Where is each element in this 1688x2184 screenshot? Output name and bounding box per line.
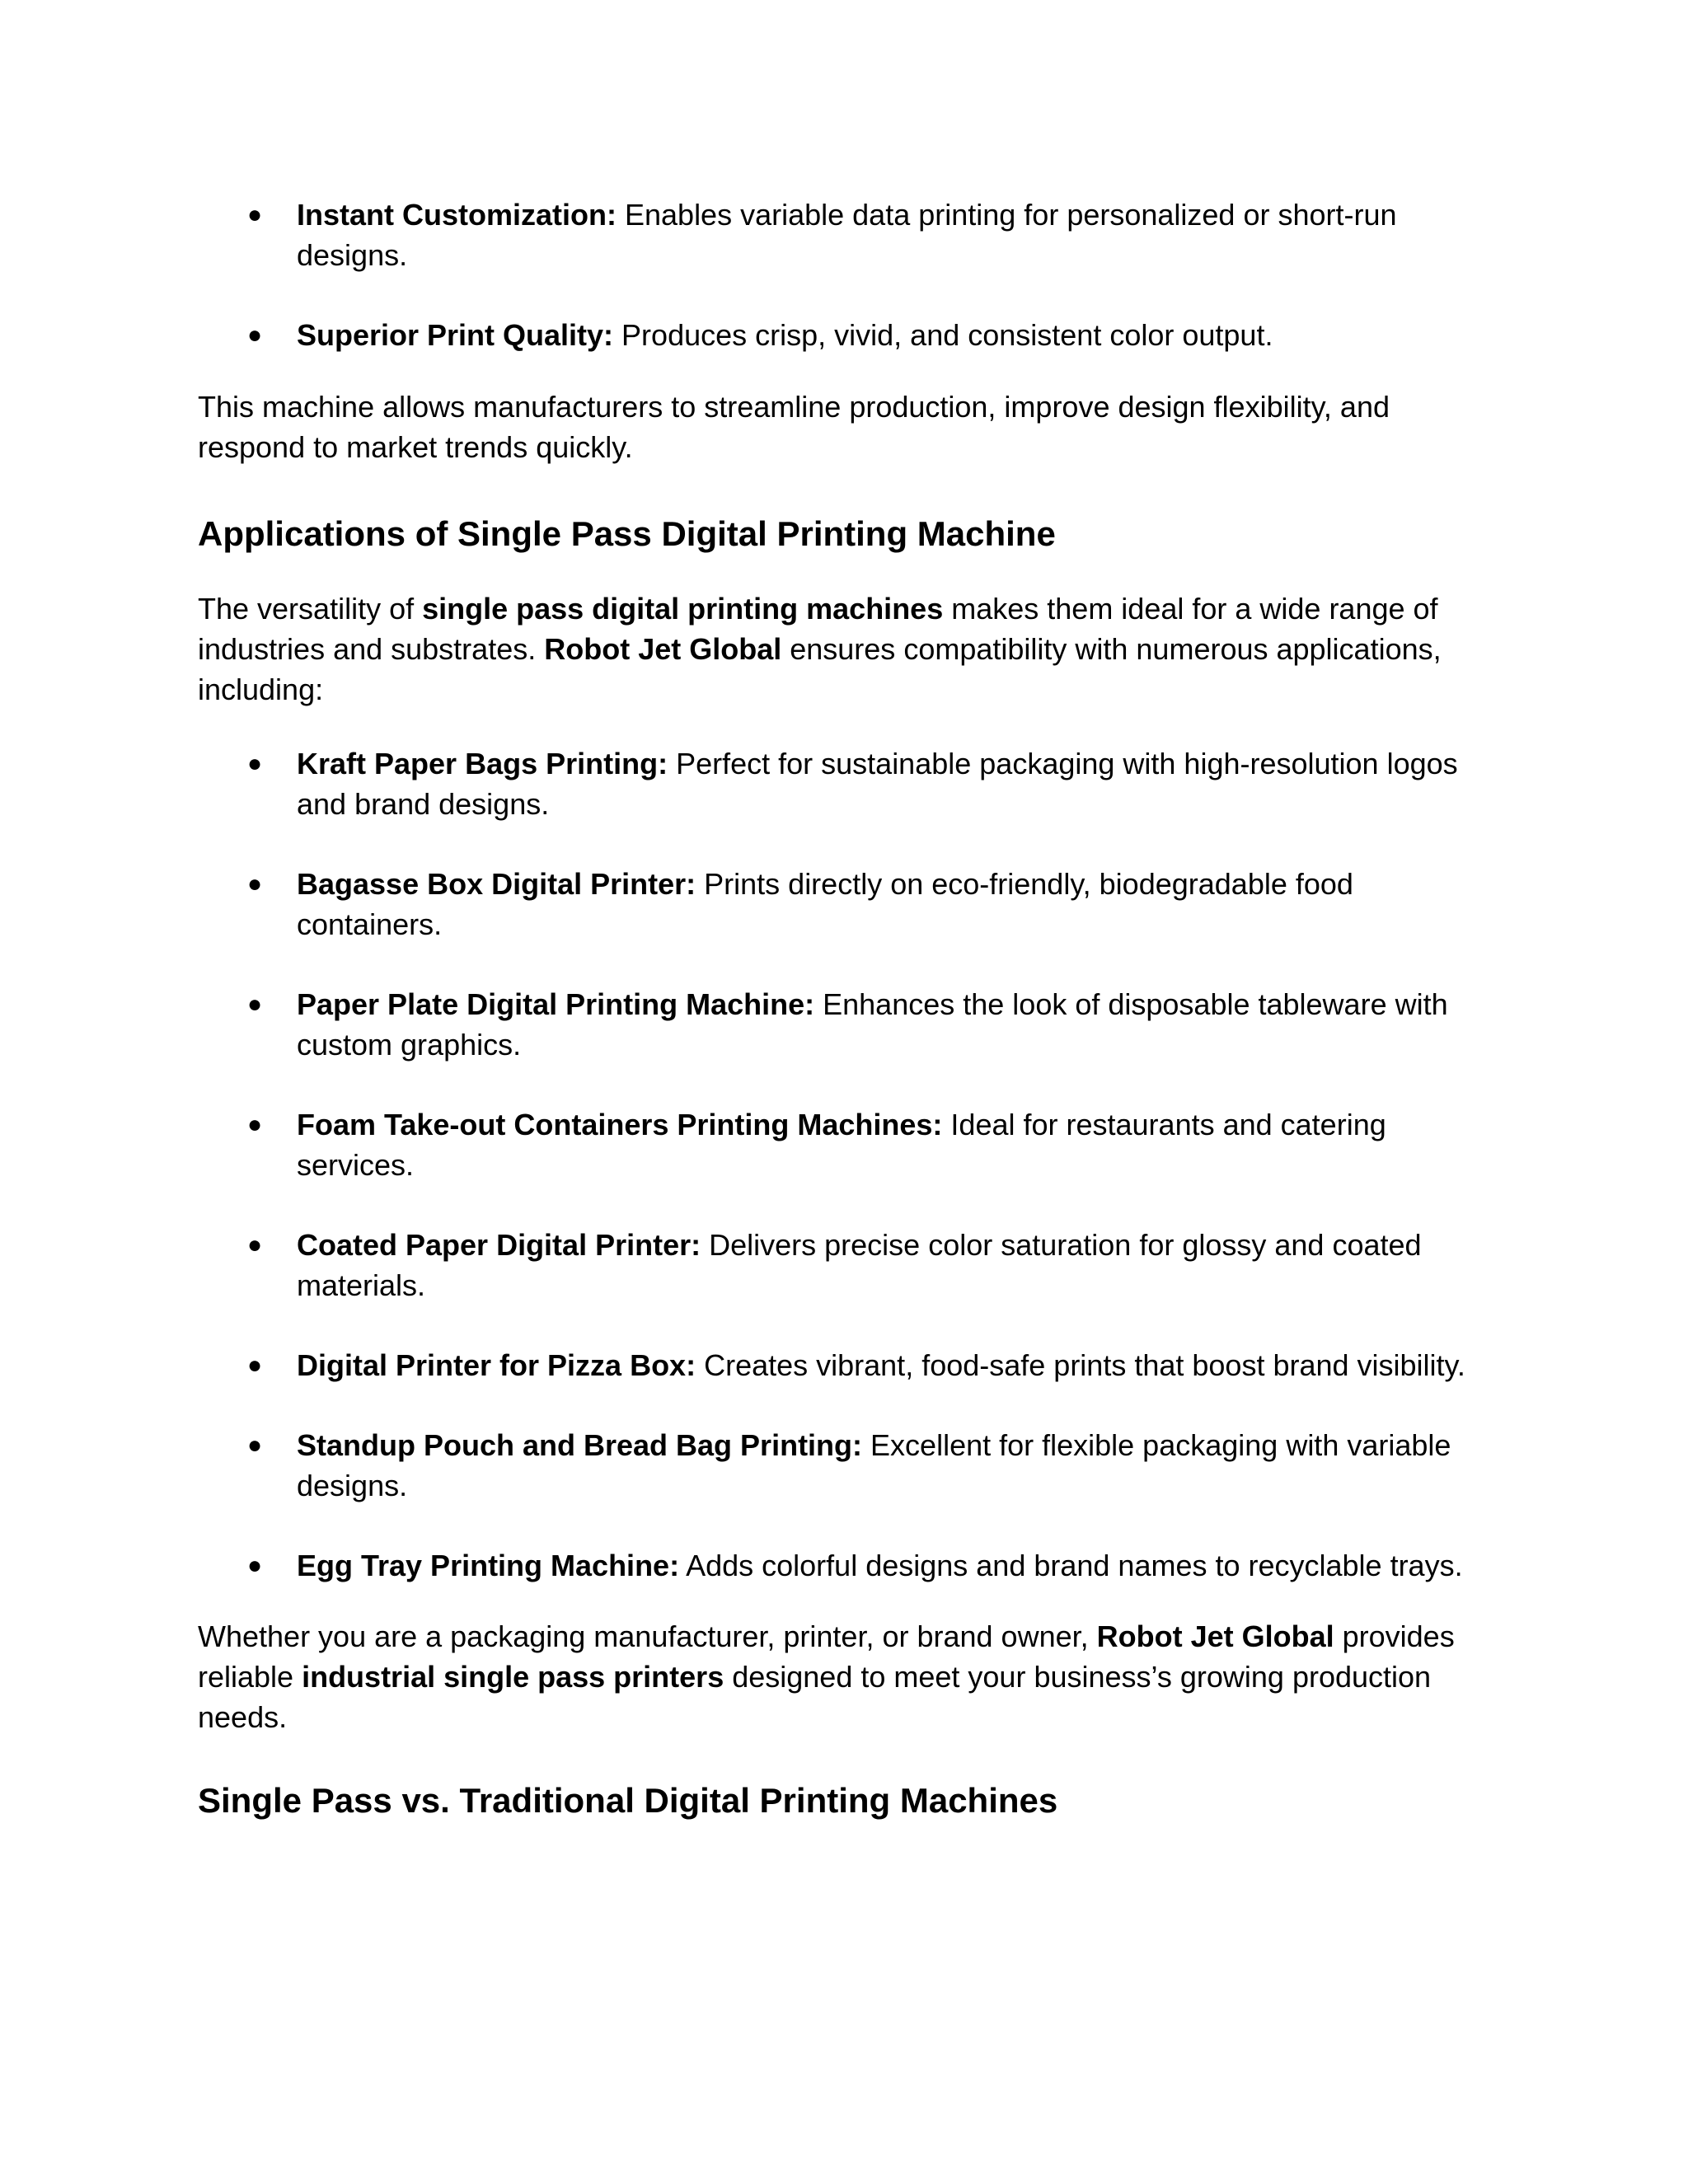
list-item [198,1545,1490,1586]
feature-bullet-list [198,194,1490,355]
section-heading-comparison: Single Pass vs. Traditional Digital Printing Machines [198,1781,1058,1820]
list-item [198,1345,1490,1385]
bullet-term: Kraft Paper Bags Printing: [297,747,668,780]
text-run: Whether you are a packaging manufacturer, printer, or brand owner, [198,1619,1097,1653]
list-item [198,864,1490,944]
text-run: provides reliable [198,1619,1455,1694]
intro-paragraph: This machine allows manufacturers to streamline production, improve design flexibility, and respond to market trends quickly. [198,390,1390,464]
bullet-term: Superior Print Quality: [297,318,614,352]
list-item [198,743,1490,824]
text-run: makes them ideal for a wide range of industries and substrates. [198,592,1438,666]
bullet-text: Perfect for sustainable packaging with high-resolution logos and brand designs. [297,747,1458,821]
bullet-term: Digital Printer for Pizza Box: [297,1348,696,1382]
bullet-text: Prints directly on eco-friendly, biodegradable food containers. [297,867,1353,941]
bullet-dot: ● [247,750,263,777]
bullet-term: Bagasse Box Digital Printer: [297,867,696,901]
applications-bullet-list [198,743,1490,1586]
bullet-dot: ● [247,201,263,228]
bullet-dot: ● [247,1111,263,1138]
applications-paragraph [198,588,1490,710]
bullet-text: Produces crisp, vivid, and consistent color output. [613,318,1273,352]
bullet-term: Paper Plate Digital Printing Machine: [297,987,815,1021]
bullet-dot: ● [247,1352,263,1379]
bold-run: Robot Jet Global [1096,1619,1334,1653]
bullet-dot: ● [247,1432,263,1459]
bullet-text: Delivers precise color saturation for glossy and coated materials. [297,1228,1422,1302]
bullet-term: Instant Customization: [297,198,617,232]
list-item [198,984,1490,1065]
text-run: ensures compatibility with numerous applications, including: [198,632,1442,706]
closing-paragraph [198,1616,1490,1737]
text-run: The versatility of [198,592,423,626]
section-heading-applications: Applications of Single Pass Digital Printing Machine [198,514,1056,553]
list-item [198,315,1490,355]
bullet-term: Coated Paper Digital Printer: [297,1228,701,1262]
bullet-dot: ● [247,870,263,898]
bullet-dot: ● [247,1552,263,1579]
bullet-dot: ● [247,1231,263,1258]
bold-run: single pass digital printing machines [422,592,944,626]
text-run: designed to meet your business’s growing production needs. [198,1660,1432,1734]
list-item [198,194,1490,275]
bullet-term: Standup Pouch and Bread Bag Printing: [297,1428,863,1462]
bullet-text: Ideal for restaurants and catering services. [297,1108,1386,1182]
bullet-text: Enhances the look of disposable tableware with custom graphics. [297,987,1448,1062]
bullet-term: Egg Tray Printing Machine: [297,1549,680,1582]
bullet-dot: ● [247,991,263,1018]
bold-run: industrial single pass printers [302,1660,724,1694]
list-item [198,1425,1490,1506]
bullet-text: Adds colorful designs and brand names to recyclable trays. [679,1549,1463,1582]
bullet-text: Creates vibrant, food-safe prints that boost brand visibility. [696,1348,1465,1382]
list-item [198,1104,1490,1185]
list-item [198,1225,1490,1305]
bullet-term: Foam Take-out Containers Printing Machines: [297,1108,943,1141]
bold-run: Robot Jet Global [544,632,782,666]
bullet-dot: ● [247,321,263,349]
bullet-text: Enables variable data printing for personalized or short-run designs. [297,198,1397,272]
bullet-text: Excellent for flexible packaging with variable designs. [297,1428,1451,1502]
